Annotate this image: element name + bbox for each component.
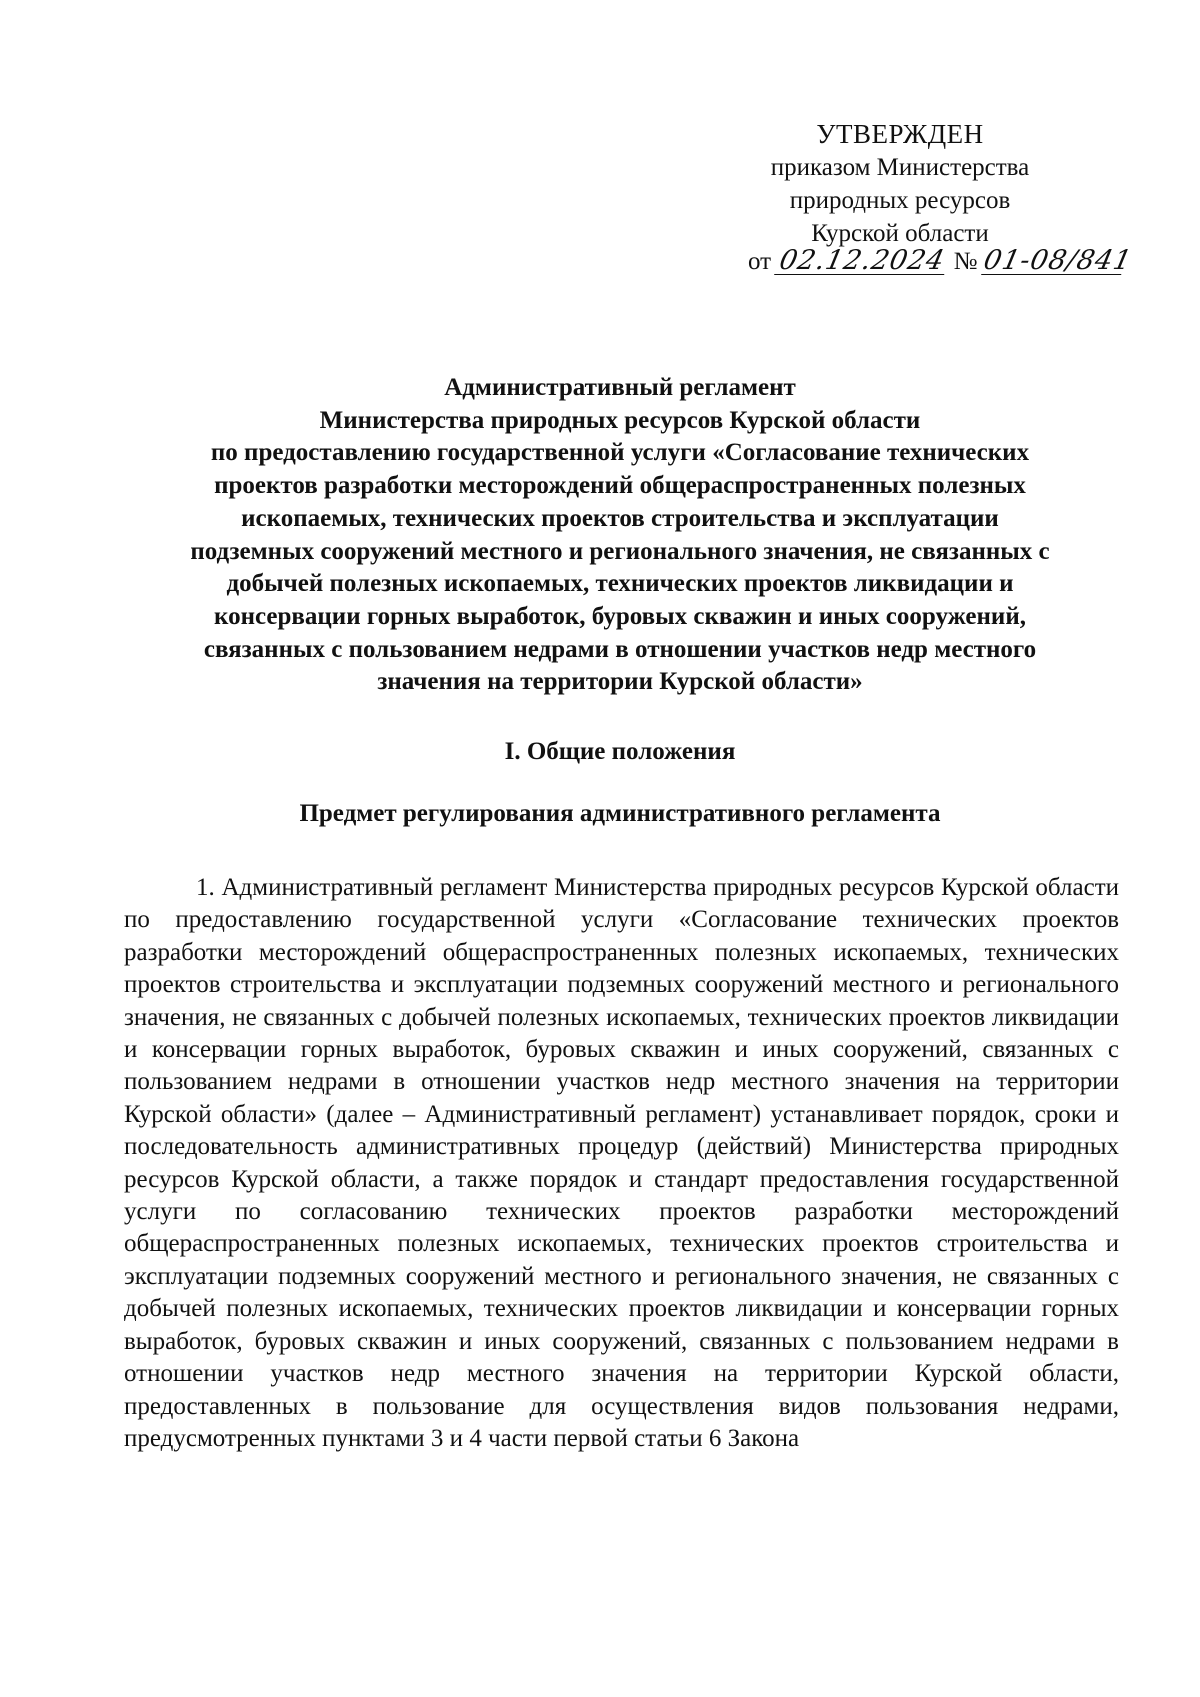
approval-line-3: Курской области	[811, 220, 989, 247]
title-line: проектов разработки месторождений общераспространенных полезных	[214, 472, 1026, 500]
title-line: Административный регламент	[444, 374, 796, 401]
title-line: подземных сооружений местного и регионального значения, не связанных с	[190, 537, 1050, 565]
section-heading: I. Общие положения	[504, 738, 736, 765]
order-date-handwritten: 02.12.2024	[774, 248, 950, 275]
order-reference-line	[748, 245, 1135, 276]
approval-stamp-block	[730, 118, 1070, 250]
subsection-heading: Предмет регулирования административного регламента	[299, 800, 941, 827]
approval-title: УТВЕРЖДЕН	[816, 119, 984, 149]
title-line: по предоставлению государственной услуги «Согласование технических	[210, 439, 1030, 467]
title-line: добычей полезных ископаемых, технических проектов ликвидации и	[226, 570, 1014, 598]
title-line: консервации горных выработок, буровых скважин и иных сооружений,	[214, 602, 1026, 630]
title-line: связанных с пользованием недрами в отношении участков недр местного	[203, 635, 1037, 663]
approval-line-1: приказом Министерства	[770, 154, 1030, 181]
title-line: Министерства природных ресурсов Курской области	[319, 406, 921, 434]
paragraph-1: 1. Административный регламент Министерства природных ресурсов Курской области по предоставлению государственной услуги «Согласование технических проектов разработки месторождений общераспространенных полезных ископаемых, технических проектов строительства и эксплуатации подземных сооружений местного и регионального значения, не связанных с добычей полезных ископаемых, технических проектов ликвидации и консервации горных выработок, буровых скважин и иных сооружений, связанных с пользованием недрами в отношении участков недр местного значения на территории Курской области» (далее – Административный регламент) устанавливает порядок, сроки и последовательность административных процедур (действий) Министерства природных ресурсов Курской области, а также порядок и стандарт предоставления государственной услуги по согласованию технических проектов разработки месторождений общераспространенных полезных ископаемых, технических проектов строительства и эксплуатации подземных сооружений местного и регионального значения, не связанных с добычей полезных ископаемых, технических проектов ликвидации и консервации горных выработок, буровых скважин и иных сооружений, связанных с пользованием недрами в отношении участков недр местного значения на территории Курской области, предоставленных в пользование для осуществления видов пользования недрами, предусмотренных пунктами 3 и 4 части первой статьи 6 Закона	[124, 874, 1119, 1452]
order-number-handwritten: 01-08/841	[980, 245, 1135, 276]
approval-line-2: природных ресурсов	[789, 187, 1011, 214]
order-from-label: от	[748, 248, 772, 275]
order-number-label: №	[953, 248, 978, 275]
title-line: ископаемых, технических проектов строительства и эксплуатации	[241, 504, 999, 532]
document-title	[130, 372, 1110, 699]
title-line: значения на территории Курской области»	[377, 668, 863, 696]
